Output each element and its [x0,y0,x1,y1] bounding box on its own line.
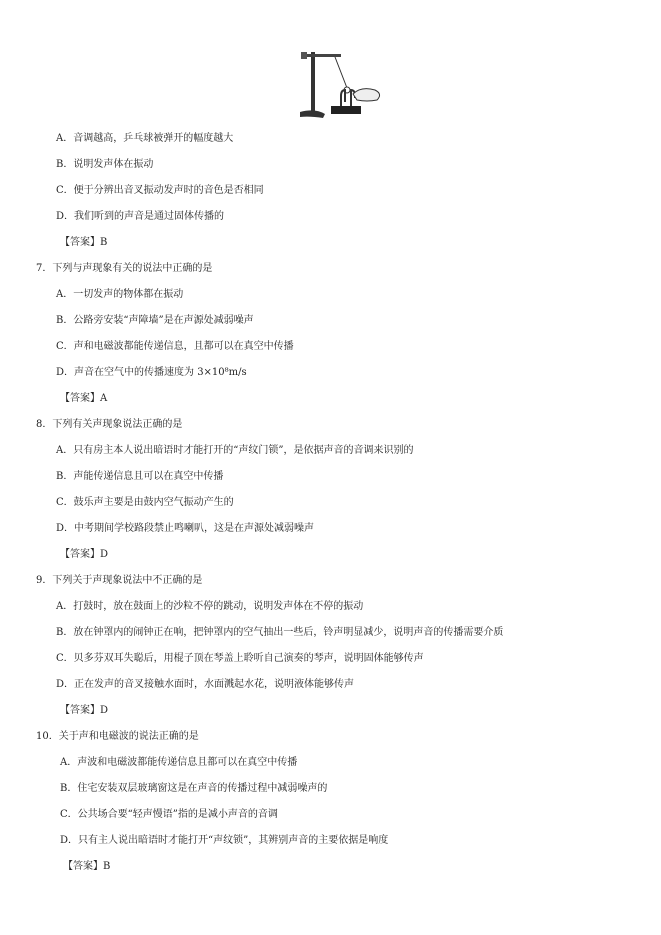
answer: 【答案】B [63,861,111,872]
option-c: C．贝多芬双耳失聪后，用棍子顶在琴盖上聆听自己演奏的琴声，说明固体能够传声 [56,653,424,664]
question-stem: 9．下列关于声现象说法中不正确的是 [36,575,203,586]
option-b: B．说明发声体在振动 [56,159,154,170]
option-b: B．放在钟罩内的闹钟正在响，把钟罩内的空气抽出一些后，铃声明显减少，说明声音的传播需要介质 [56,627,504,638]
option-d: D．正在发声的音叉接触水面时，水面溅起水花，说明液体能够传声 [56,679,355,690]
option-d: D．我们听到的声音是通过固体传播的 [56,211,225,222]
option-a: A．一切发声的物体都在振动 [56,289,184,300]
question-stem: 10．关于声和电磁波的说法正确的是 [36,731,199,742]
option-d: D．只有主人说出暗语时才能打开“声纹锁”，其辨别声音的主要依据是响度 [60,835,389,846]
option-c: C．公共场合要“轻声慢语”指的是减小声音的音调 [60,809,278,820]
option-a: A．只有房主本人说出暗语时才能打开的“声纹门锁”，是依据声音的音调来识别的 [56,445,414,456]
option-b: B．声能传递信息且可以在真空中传播 [56,471,224,482]
option-a: A．打鼓时，放在鼓面上的沙粒不停的跳动，说明发声体在不停的振动 [56,601,364,612]
option-a: A．音调越高，乒乓球被弹开的幅度越大 [56,133,234,144]
answer: 【答案】D [60,549,109,560]
option-d: D．声音在空气中的传播速度为 3×10⁸m/s [56,367,247,378]
option-c: C．声和电磁波都能传递信息，且都可以在真空中传播 [56,341,294,352]
option-d: D．中考期间学校路段禁止鸣喇叭，这是在声源处减弱噪声 [56,523,315,534]
question-stem: 7．下列与声现象有关的说法中正确的是 [36,263,213,274]
experiment-figure [295,46,385,122]
option-b: B．住宅安装双层玻璃窗这是在声音的传播过程中减弱噪声的 [60,783,328,794]
option-a: A．声波和电磁波都能传递信息且都可以在真空中传播 [60,757,298,768]
answer: 【答案】B [60,237,108,248]
option-c: C．便于分辨出音叉振动发声时的音色是否相同 [56,185,264,196]
question-stem: 8．下列有关声现象说法正确的是 [36,419,183,430]
option-c: C．鼓乐声主要是由鼓内空气振动产生的 [56,497,234,508]
option-b: B．公路旁安装“声障墙”是在声源处减弱噪声 [56,315,254,326]
answer: 【答案】D [60,705,109,716]
answer: 【答案】A [60,393,108,404]
